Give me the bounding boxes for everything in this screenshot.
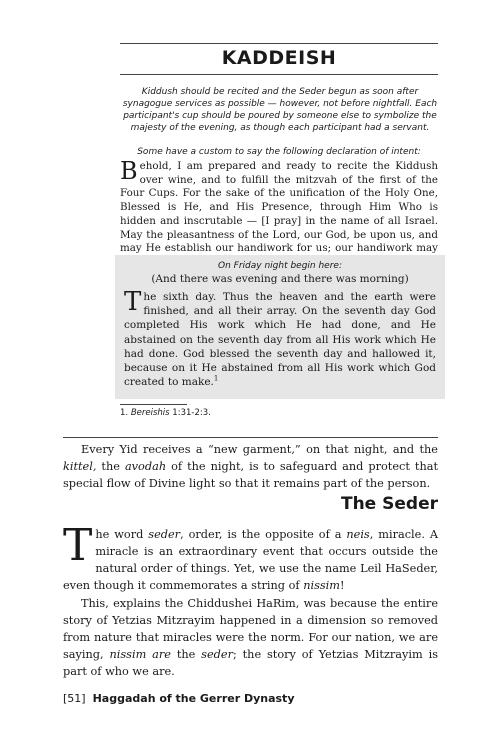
instruction-custom: Some have a custom to say the following declaration of intent:: [137, 147, 421, 157]
text-run: of the night, is to safeguard and protect that special flow of Divine light so that it remains part of the person.: [63, 460, 438, 490]
page-title: KADDEISH: [221, 47, 337, 69]
page-footer: [63, 692, 295, 705]
text-run: he word: [95, 528, 149, 541]
footnote-marker: 1: [213, 374, 219, 383]
term-nissim-are: nissim are: [109, 648, 171, 661]
footnote-rule: [120, 404, 187, 405]
footnote-number: 1.: [120, 408, 129, 418]
term-nissim: nissim: [303, 579, 341, 592]
footnote-source: Bereishis: [130, 408, 170, 418]
term-seder: seder: [148, 528, 181, 541]
term-avodah: avodah: [124, 460, 167, 473]
text-run: This, explains the Chiddushei HaRim, was because the entire story of Yetzias Mitzrayim happened in a dimension so removed from nature that miracles were the norm. For our nation, we are saying,: [63, 597, 438, 661]
commentary-paragraph-3: [63, 595, 438, 680]
text-run: the: [96, 460, 125, 473]
commentary-paragraph-1: [63, 441, 438, 492]
page-number: [51]: [63, 692, 86, 705]
text-run: ; the story of Yetzias Mitzrayim is part of who we are.: [63, 648, 439, 678]
evening-line: (And there was evening and there was morning): [151, 273, 409, 285]
title-rule: [120, 74, 438, 75]
sixth-day-dropcap: T: [124, 287, 142, 317]
text-run: !: [340, 579, 345, 592]
term-neis: neis: [346, 528, 370, 541]
text-run: Every Yid receives a “new garment,” on that night, and the: [81, 443, 438, 456]
declaration-text: ehold, I am prepared and ready to recite the Kiddush over wine, and to fulfill the mitzvah of the first of the Four Cups. For the sake of the unification of the Holy One, Blessed is He, and His Presence, through Him Who is hidden and inscrutable — [I pray] in the name of all Israel. May the pleasantness of the Lord, our God, be upon us, and may He establish our handiwork for us; our handiwork may: [120, 160, 438, 255]
footnote-ref: 1:31-2:3.: [172, 408, 211, 418]
section-divider: [63, 437, 438, 438]
text-run: , order, is the opposite of a: [180, 528, 347, 541]
declaration-paragraph: [120, 157, 438, 270]
text-run: , miracle. A miracle is an extraordinary event that occurs outside the natural order of things. Yet, we use the name Leil HaSeder, even though it commemorates a string of: [63, 528, 439, 592]
term-kittel: kittel,: [63, 460, 97, 473]
section-heading: The Seder: [340, 494, 438, 514]
sixth-day-paragraph: [124, 287, 436, 389]
book-title: Haggadah of the Gerrer Dynasty: [92, 692, 295, 705]
term-seder: seder: [201, 648, 233, 661]
instruction-intro: Kiddush should be recited and the Seder begun as soon after synagogue services as possible — however, not before nightfall. Each participant's cup should be poured by someone else to symbolize the majesty of the evening, as though each participant had a servant.: [122, 87, 438, 133]
sixth-day-text: he sixth day. Thus the heaven and the earth were finished, and all their array. On the seventh day God completed His work which He had done, and He abstained on the seventh day from all His work which He had done. God blessed the seventh day and hallowed it, because on it He abstained from all His work which God created to make.: [124, 291, 436, 389]
declaration-dropcap: B: [120, 157, 138, 185]
commentary-paragraph-2: [63, 520, 439, 594]
seder-dropcap: T: [63, 520, 93, 571]
friday-note: On Friday night begin here:: [218, 261, 342, 271]
footnote: [120, 408, 211, 418]
top-rule: [120, 43, 438, 44]
text-run: the: [170, 648, 202, 661]
